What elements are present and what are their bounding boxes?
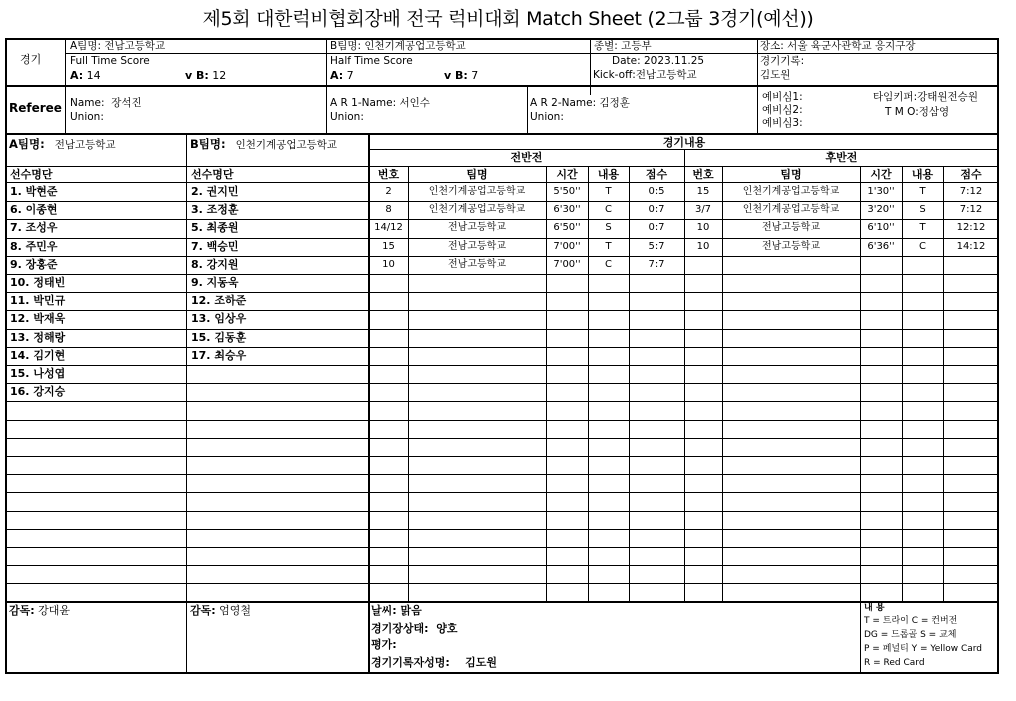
first-half-cell: 전남고등학교 (448, 241, 506, 252)
roster-a-team-label: A팀명: (9, 137, 45, 151)
roster-b-header: 선수명단 (191, 168, 234, 181)
team-b-name: 인천기계공업고등학교 (364, 40, 466, 52)
roster-player: 8. 주민우 (10, 240, 58, 253)
roster-player: 3. 조정훈 (191, 203, 239, 216)
first-half-cell: 인천기계공업고등학교 (428, 186, 526, 197)
first-half-header-4: 점수 (645, 168, 668, 181)
second-half-label: 후반전 (825, 151, 858, 164)
second-half-cell: 10 (696, 241, 710, 252)
team-b-label: B팀명: (330, 40, 362, 52)
referee-name: 장석진 (111, 97, 142, 109)
second-half-cell: C (919, 241, 926, 252)
roster-player: 16. 강지승 (10, 385, 66, 398)
recorder-label: 경기기록: (760, 55, 805, 67)
writer-name: 김도원 (465, 656, 497, 669)
coach-b-label: 감독: (190, 604, 216, 617)
reserve-1: 예비심1: (762, 91, 803, 103)
second-half-cell: 12:12 (956, 222, 986, 233)
first-half-cell: T (605, 241, 612, 252)
first-half-cell: 14/12 (374, 222, 403, 233)
weather-value: 맑음 (400, 604, 422, 617)
full-a-score: 14 (86, 69, 101, 82)
grid-line (860, 601, 861, 674)
grid-line (369, 149, 999, 150)
second-half-cell: 14:12 (956, 241, 986, 252)
grid-line (6, 274, 999, 275)
coach-a-name: 강대윤 (38, 604, 71, 617)
grid-line (6, 511, 999, 512)
reserve-2: 예비심2: (762, 104, 803, 116)
kickoff-value: 전남고등학교 (635, 69, 697, 81)
grid-line (6, 529, 999, 530)
grid-line (6, 401, 999, 402)
grid-line (6, 456, 999, 457)
grid-line (5, 601, 999, 603)
kickoff-label: Kick-off: (593, 69, 636, 81)
roster-player: 8. 강지원 (191, 258, 239, 271)
tmo: T M O:정삼영 (885, 106, 950, 118)
first-half-cell: 0:7 (648, 204, 665, 215)
roster-b-team-label: B팀명: (190, 137, 226, 151)
grid-line (6, 420, 999, 421)
first-half-cell: 7'00'' (553, 241, 581, 252)
legend-line-1: T = 트라이 C = 컨버전 (864, 616, 958, 626)
grid-line (6, 166, 999, 167)
roster-player: 12. 조하준 (191, 294, 247, 307)
full-time-label: Full Time Score (70, 55, 150, 67)
roster-player: 5. 최종원 (191, 221, 239, 234)
second-half-header-0: 번호 (692, 168, 714, 181)
ar1-union-label: Union: (330, 111, 364, 123)
coach-b-name: 엄영철 (219, 604, 252, 617)
roster-player: 7. 백승민 (191, 240, 239, 253)
second-half-cell: 7:12 (959, 204, 983, 215)
first-half-cell: S (605, 222, 612, 233)
second-half-cell: 3/7 (694, 204, 712, 215)
first-half-cell: 10 (382, 259, 395, 270)
writer-label: 경기기록자성명: (371, 656, 450, 669)
roster-player: 2. 권지민 (191, 185, 239, 198)
first-half-cell: 5'50'' (553, 186, 581, 197)
half-time-label: Half Time Score (330, 55, 413, 67)
first-half-cell: 8 (385, 204, 392, 215)
first-half-cell: 7'00'' (553, 259, 581, 270)
category-value: 고등부 (621, 40, 652, 52)
ar1-label: A R 1-Name: (330, 97, 397, 109)
roster-player: 15. 김동훈 (191, 331, 247, 344)
date-value: 2023.11.25 (643, 55, 705, 67)
recorder-value: 김도원 (760, 69, 791, 81)
ref-name-label: Name: (70, 97, 105, 109)
first-half-cell: 6'30'' (553, 204, 581, 215)
grid-line (6, 329, 999, 330)
half-a-score: 7 (346, 69, 354, 82)
venue-label: 장소: (760, 40, 784, 52)
grid-line (6, 365, 999, 366)
coach-a-label: 감독: (9, 604, 35, 617)
second-half-cell: 인천기계공업고등학교 (742, 204, 840, 215)
game-label: 경기 (20, 53, 42, 66)
second-half-header-2: 시간 (870, 168, 892, 181)
grid-line (6, 565, 999, 566)
first-half-header-1: 팀명 (466, 168, 488, 181)
first-half-header-2: 시간 (556, 168, 578, 181)
first-half-cell: 전남고등학교 (448, 259, 506, 270)
referee-label: Referee (9, 101, 62, 115)
first-half-cell: 전남고등학교 (448, 222, 506, 233)
full-a-label: A: (70, 69, 84, 82)
first-half-cell: 6'50'' (553, 222, 581, 233)
ar2-label: A R 2-Name: (530, 97, 597, 109)
first-half-cell: 7:7 (648, 259, 665, 270)
roster-player: 10. 정태빈 (10, 276, 66, 289)
second-half-cell: 7:12 (959, 186, 983, 197)
category-label: 종별: (594, 40, 618, 52)
first-half-cell: 0:5 (648, 186, 665, 197)
second-half-header-3: 내용 (911, 168, 934, 181)
team-a-label: A팀명: (70, 40, 102, 52)
full-b-score: 12 (212, 69, 227, 82)
page-title: 제5회 대한럭비협회장배 전국 럭비대회 Match Sheet (2그룹 3경기(예선)) (202, 8, 814, 30)
first-half-cell: T (605, 186, 612, 197)
grid-line (6, 583, 999, 584)
second-half-cell: T (919, 222, 926, 233)
second-half-cell: 6'36'' (867, 241, 895, 252)
second-half-cell: 인천기계공업고등학교 (742, 186, 840, 197)
first-half-cell: C (605, 259, 612, 270)
grid-line (186, 134, 187, 674)
legend-line-2: DG = 드롭골 S = 교체 (864, 630, 957, 640)
first-half-header-0: 번호 (377, 168, 400, 181)
field-label: 경기장상태: (371, 622, 429, 635)
second-half-header-1: 팀명 (780, 168, 802, 181)
legend-line-4: R = Red Card (864, 658, 925, 668)
roster-player: 13. 임상우 (191, 312, 247, 325)
first-half-header-3: 내용 (597, 168, 620, 181)
second-half-cell: 1'30'' (867, 186, 895, 197)
roster-player: 13. 정해랑 (10, 331, 66, 344)
grid-line (6, 492, 999, 493)
ar2-name: 김정훈 (599, 97, 630, 109)
date-label: Date: (612, 55, 641, 67)
field-value: 양호 (436, 622, 458, 635)
events-section-label: 경기내용 (662, 136, 706, 149)
second-half-cell: 15 (696, 186, 710, 197)
reserve-3: 예비심3: (762, 117, 803, 129)
second-half-header-4: 점수 (960, 168, 982, 181)
eval-label: 평가: (371, 638, 397, 651)
grid-line (6, 438, 999, 439)
grid-line (6, 474, 999, 475)
second-half-cell: 10 (696, 222, 710, 233)
half-b-label: v B: (444, 69, 468, 82)
roster-player: 15. 나성엽 (10, 367, 66, 380)
roster-b-team-name: 인천기계공업고등학교 (235, 139, 338, 151)
ref-union-label: Union: (70, 111, 104, 123)
grid-line (6, 310, 999, 311)
roster-player: 1. 박현준 (10, 185, 58, 198)
second-half-cell: 전남고등학교 (762, 222, 820, 233)
roster-a-header: 선수명단 (10, 168, 53, 181)
grid-line (6, 292, 999, 293)
ar2-union-label: Union: (530, 111, 564, 123)
roster-player: 9. 지동욱 (191, 276, 239, 289)
first-half-cell: 인천기계공업고등학교 (428, 204, 526, 215)
grid-line (6, 547, 999, 548)
roster-player: 14. 김기현 (10, 349, 66, 362)
first-half-cell: 0:7 (648, 222, 665, 233)
team-a-name: 전남고등학교 (104, 40, 166, 52)
ar1-name: 서인수 (399, 97, 430, 109)
grid-line (6, 347, 999, 348)
first-half-cell: 2 (385, 186, 392, 197)
legend-line-3: P = 페널티 Y = Yellow Card (864, 644, 983, 654)
weather-label: 날씨: (371, 604, 397, 617)
first-half-label: 전반전 (510, 151, 543, 164)
second-half-cell: 전남고등학교 (762, 241, 820, 252)
second-half-cell: S (919, 204, 926, 215)
roster-a-team-name: 전남고등학교 (54, 139, 116, 151)
timekeeper: 타임키퍼:강태원전승원 (873, 91, 978, 103)
first-half-cell: 15 (382, 241, 395, 252)
venue-value: 서울 육군사관학교 응지구장 (787, 40, 916, 52)
grid-line (6, 383, 999, 384)
first-half-cell: C (605, 204, 612, 215)
half-a-label: A: (330, 69, 344, 82)
roster-player: 11. 박민규 (10, 294, 66, 307)
first-half-cell: 5:7 (648, 241, 665, 252)
full-b-label: v B: (185, 69, 209, 82)
second-half-cell: T (919, 186, 926, 197)
roster-player: 17. 최승우 (191, 349, 247, 362)
roster-player: 6. 이종현 (10, 203, 58, 216)
roster-player: 9. 장홍준 (10, 258, 58, 271)
half-b-score: 7 (471, 69, 479, 82)
second-half-cell: 6'10'' (867, 222, 895, 233)
legend-title: 내 용 (864, 603, 885, 613)
roster-player: 7. 조성우 (10, 221, 58, 234)
second-half-cell: 3'20'' (867, 204, 895, 215)
roster-player: 12. 박재욱 (10, 312, 66, 325)
